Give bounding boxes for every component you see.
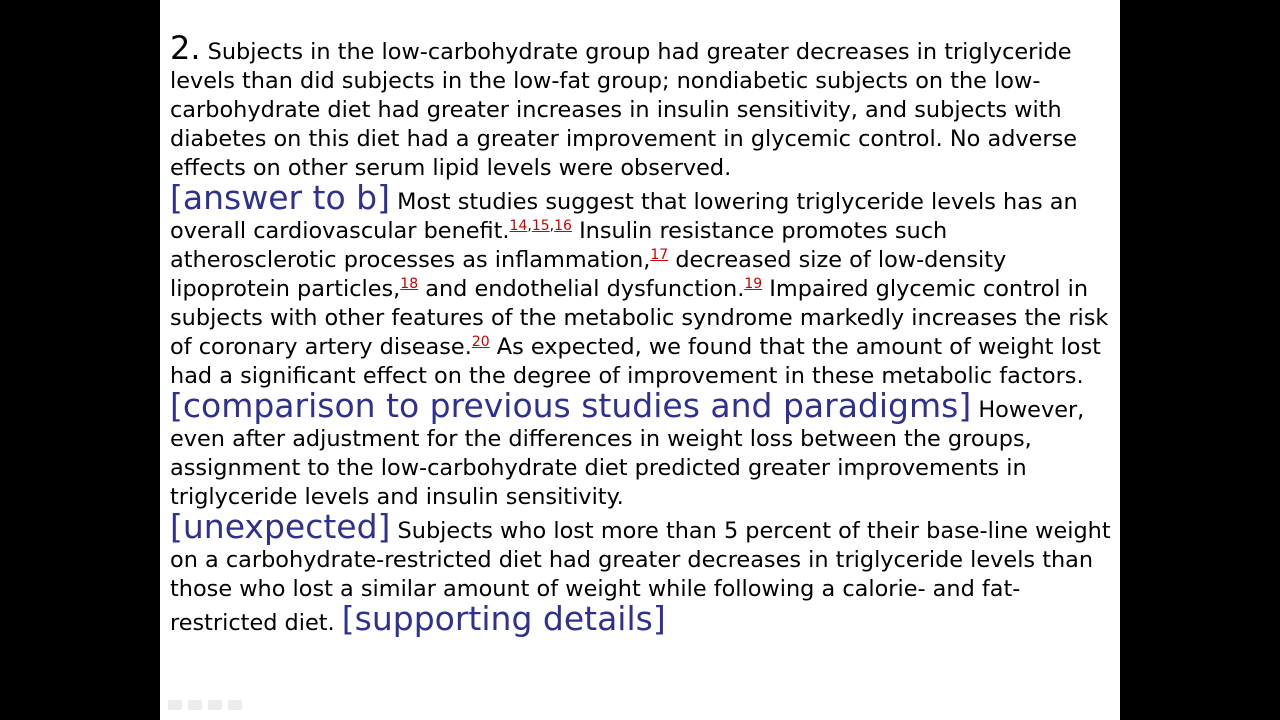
citation-group (472, 334, 490, 350)
findings-text: Subjects in the low-carbohydrate group had greater decreases in triglyceride levels than did subjects in the low-fat group; nondiabetic subjects on the low-carbohydrate diet had greater increases in insulin sensitivity, and subjects with diabetes on this diet had a greater improvement in glycemic control. No adverse effects on other serum lipid levels were observed. (170, 39, 1078, 181)
citation-group (400, 276, 418, 292)
citation-link-14[interactable]: 14 (509, 218, 528, 234)
sentence-cardiovascular-benefit: Most studies suggest that lowering triglyceride levels has an overall cardiovascular benefit. (170, 189, 1078, 244)
tag-answer-to-b: [answer to b] (170, 178, 390, 217)
citation-group (744, 276, 762, 292)
slide-next-icon[interactable] (228, 700, 242, 710)
sentence-insulin-resistance: Insulin resistance promotes such atherosclerotic processes as inflammation, (170, 218, 948, 273)
tag-supporting-details: [supporting details] (341, 599, 666, 638)
sentence-endothelial: and endothelial dysfunction. (425, 276, 745, 302)
item-number: 2. (170, 29, 201, 67)
sentence-weight-lost: As expected, we found that the amount of weight lost had a significant effect on the degree of improvement in these metabolic factors. (170, 334, 1101, 389)
citation-link-16[interactable]: 16 (554, 218, 572, 234)
tag-comparison: [comparison to previous studies and paradigms] (170, 386, 972, 425)
citation-link-18[interactable]: 18 (400, 276, 419, 292)
slide-content (170, 29, 1115, 638)
paragraph-unexpected (170, 507, 1115, 638)
citation-link-17[interactable]: 17 (650, 247, 669, 263)
sentence-base-line-weight: Subjects who lost more than 5 percent of their base-line weight on a carbohydrate-restricted diet had greater decreases in triglyceride levels than those who lost a similar amount of weight while following a calorie- and fat-restricted diet. (170, 518, 1111, 636)
citation-group: 14,15,16 (509, 218, 572, 234)
sentence-adjustment: However, even after adjustment for the differences in weight loss between the groups, assignment to the low-carbohydrate diet predicted greater improvements in triglyceride levels and insulin sensitivity. (170, 397, 1085, 510)
slide-menu-icon[interactable] (208, 700, 222, 710)
slide-pen-icon[interactable] (188, 700, 202, 710)
tag-unexpected: [unexpected] (170, 507, 391, 546)
slideshow-controls (168, 700, 242, 710)
citation-link-20[interactable]: 20 (471, 334, 490, 350)
paragraph-discussion (170, 178, 1115, 512)
citation-link-15[interactable]: 15 (531, 218, 550, 234)
slide (160, 0, 1120, 720)
citation-group (650, 247, 668, 263)
citation-link-19[interactable]: 19 (744, 276, 763, 292)
sentence-ldl-size: decreased size of low-density lipoprotein particles, (170, 247, 1007, 302)
sentence-glycemic-control: Impaired glycemic control in subjects with other features of the metabolic syndrome markedly increases the risk of coronary artery disease. (170, 276, 1109, 360)
slide-prev-icon[interactable] (168, 700, 182, 710)
paragraph-findings (170, 29, 1115, 183)
